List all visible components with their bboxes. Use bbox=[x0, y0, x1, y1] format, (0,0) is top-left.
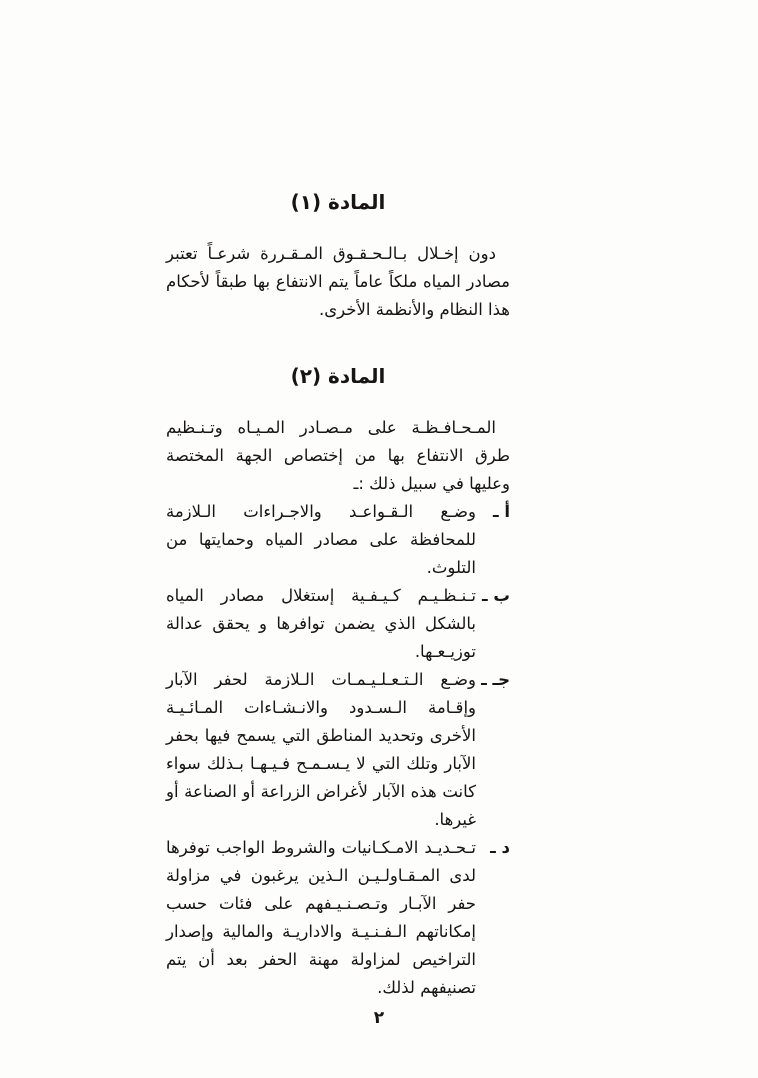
article-1-body: دون إخـلال بـالـحـقـوق المـقـررة شرعـاً تعتبر مصادر المياه ملكاً عاماً يتم الانتفاع بها طبقاً لأحكام هذا النظام والأنظمة الأخرى. bbox=[166, 244, 510, 319]
clause-label: جـ ـ bbox=[481, 670, 510, 689]
clause-text: تـنـظـيـم كـيـفـية إستغلال مصادر المياه بالشكل الذي يضمن توافرها و يحقق عدالة توزيـعـها. bbox=[166, 586, 476, 661]
page-number: ٢ bbox=[373, 1008, 385, 1028]
clause-text: وضـع الـتـعـلـيـمـات الـلازمة لحفر الآبار وإقـامة الـسـدود والانـشـاءات المـائـيـة الأخرى وتحديد المناطق التي يسمح فيها بحفر الآبار وتلك التي لا يـسـمـح فـيـهـا بـذلك سواء كانت هذه الآبار لأغراض الزراعة أو الصناعة أو غيرها. bbox=[166, 670, 476, 829]
article-1 bbox=[166, 190, 510, 324]
article-2-intro: المـحـافـظـة على مـصـادر المـيـاه وتـنـظيم طرق الانتفاع بها من إختصاص الجهة المختصة وعليها في سبيل ذلك :ـ bbox=[166, 418, 510, 493]
clause-label: ب ـ bbox=[482, 586, 510, 605]
text-column bbox=[166, 190, 510, 1002]
clause-item-j bbox=[166, 666, 510, 834]
clause-label: أ ـ bbox=[492, 502, 510, 521]
article-2 bbox=[166, 364, 510, 1002]
clause-list bbox=[166, 498, 510, 1002]
article-2-title: المادة (٢) bbox=[290, 364, 386, 388]
clause-text: وضـع الـقـواعـد والاجـراءات الـلازمة للمحافظة على مصادر المياه وحمايتها من التلوث. bbox=[166, 502, 476, 577]
article-1-title: المادة (١) bbox=[290, 190, 386, 214]
clause-text: تـحـديـد الامـكـانيات والشروط الواجب توفرها لدى المـقـاولـيـن الـذين يرغبون في مزاولة حفر الآبـار وتـصـنـيـفهم على فئات حسب إمكاناتهم الـفـنـيـة والاداريـة والمالية وإصدار التراخيص لمزاولة مهنة الحفر بعد أن يتم تصنيفهم لذلك. bbox=[166, 838, 476, 997]
clause-item-b bbox=[166, 582, 510, 666]
clause-item-a bbox=[166, 498, 510, 582]
clause-label: د ـ bbox=[490, 838, 510, 857]
clause-item-d bbox=[166, 834, 510, 1002]
